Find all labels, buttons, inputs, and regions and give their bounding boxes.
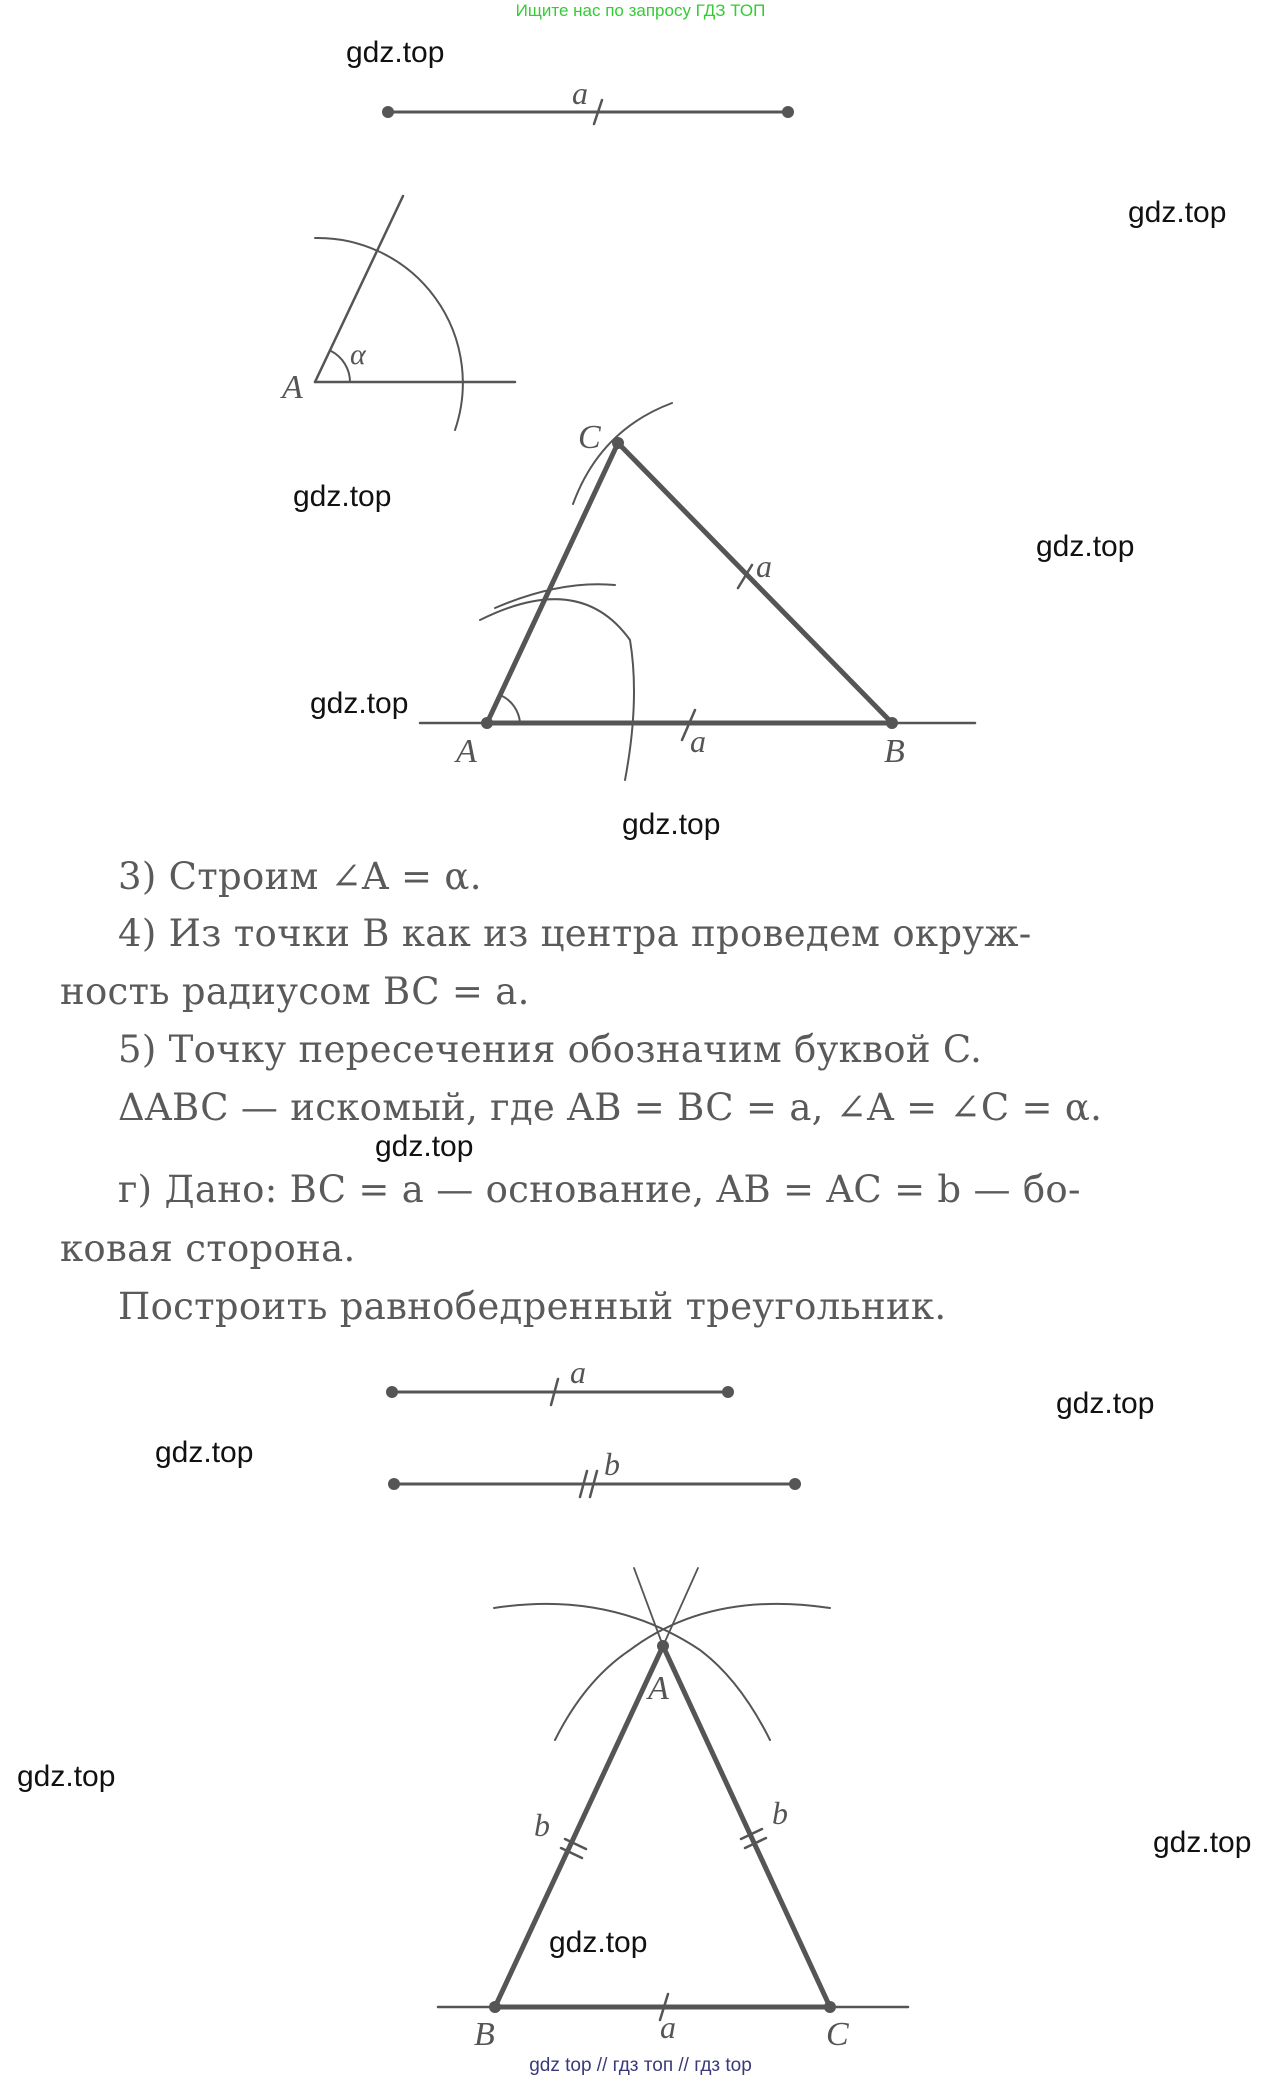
watermark: gdz.top: [155, 1436, 254, 1469]
triangle2-point-c: [824, 2001, 836, 2013]
step-4-line-1: 4) Из точки B как из центра проведем окруж-: [118, 912, 1032, 955]
triangle2-label-b: B: [474, 2016, 495, 2053]
task: Построить равнобедренный треугольник.: [118, 1285, 947, 1328]
angle-vertex-label: A: [282, 369, 303, 406]
triangle2-label-a: A: [648, 1670, 669, 1707]
triangle1-label-c: C: [578, 419, 601, 456]
watermark: gdz.top: [549, 1926, 648, 1959]
segment-a-top-end: [782, 106, 794, 118]
triangle2-construct-line-2: [663, 1568, 698, 1646]
watermark: gdz.top: [1153, 1826, 1252, 1859]
segment-a-lower-start: [386, 1386, 398, 1398]
segment-b-lower-end: [789, 1478, 801, 1490]
triangle2-point-a: [657, 1640, 669, 1652]
watermark: gdz.top: [17, 1760, 116, 1793]
triangle1-side-ac: [487, 443, 618, 723]
segment-a-top-label: a: [572, 75, 588, 111]
watermark: gdz.top: [622, 808, 721, 841]
triangle1-side-ab-label: a: [690, 723, 706, 759]
triangle1-label-b: B: [884, 733, 905, 770]
triangle1-point-a: [481, 717, 493, 729]
watermark: gdz.top: [293, 480, 392, 513]
step-4-line-2: ность радиусом BC = a.: [60, 970, 530, 1013]
watermark: gdz.top: [375, 1130, 474, 1163]
triangle2-arc-left: [494, 1604, 770, 1740]
given-line-2: ковая сторона.: [60, 1227, 356, 1270]
watermark: gdz.top: [346, 36, 445, 69]
step-5: 5) Точку пересечения обозначим буквой C.: [118, 1028, 983, 1071]
triangle1-angle-mark: [500, 695, 520, 723]
watermark: gdz.top: [1036, 530, 1135, 563]
segment-a-lower-label: a: [570, 1354, 586, 1390]
segment-b-lower-start: [388, 1478, 400, 1490]
segment-a-top-start: [382, 106, 394, 118]
triangle2-side-bc-label: a: [660, 2009, 676, 2045]
triangle1-side-bc-label: a: [756, 548, 772, 584]
footer-links[interactable]: gdz top // гдз топ // гдз top: [529, 2055, 752, 2076]
triangle1-label-a: A: [456, 733, 477, 770]
triangle1-side-cb: [618, 443, 892, 723]
result: ΔABC — искомый, где AB = BC = a, ∠A = ∠C = α.: [118, 1086, 1103, 1129]
triangle1-point-c: [612, 437, 624, 449]
watermark: gdz.top: [310, 687, 409, 720]
given-line-1: г) Дано: BC = a — основание, AB = AC = b — бо-: [118, 1168, 1081, 1211]
triangle2-point-b: [489, 2001, 501, 2013]
triangle1-arc-a-cross: [495, 584, 615, 608]
triangle2-side-ac-label: b: [772, 1795, 788, 1831]
triangle2-label-c: C: [826, 2016, 849, 2053]
angle-alpha-label: α: [350, 338, 366, 371]
segment-b-lower-label: b: [604, 1446, 620, 1482]
search-hint: Ищите нас по запросу ГДЗ ТОП: [515, 1, 766, 20]
watermark: gdz.top: [1056, 1387, 1155, 1420]
triangle2-construct-line-1: [634, 1568, 663, 1646]
angle-arc-small: [331, 351, 350, 382]
triangle2-arc-right: [555, 1604, 830, 1740]
segment-a-lower-end: [722, 1386, 734, 1398]
watermark: gdz.top: [1128, 196, 1227, 229]
step-3: 3) Строим ∠A = α.: [118, 855, 482, 898]
triangle2-side-ab-label: b: [534, 1807, 550, 1843]
triangle1-point-b: [886, 717, 898, 729]
